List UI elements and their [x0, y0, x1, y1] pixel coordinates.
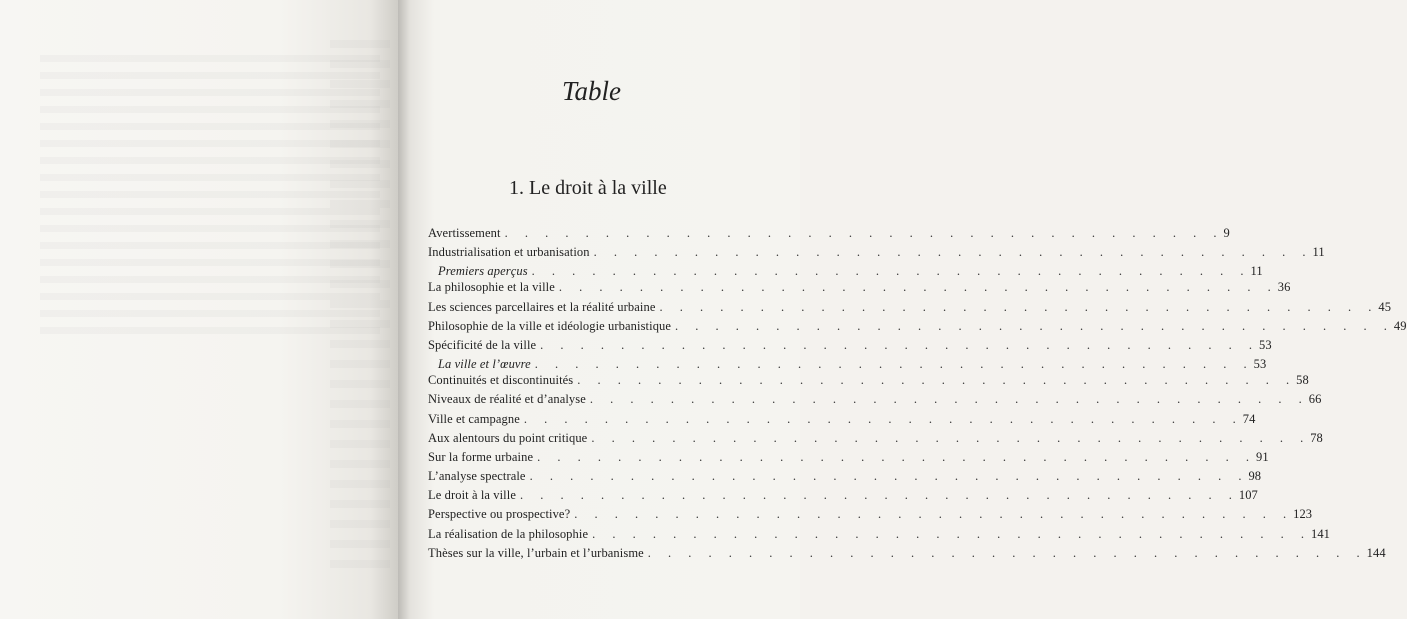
toc-entry-page: 66 — [1308, 392, 1322, 407]
toc-entry — [428, 507, 1313, 526]
toc-entry-label: Thèses sur la ville, l’urbain et l’urbanisme — [428, 545, 644, 560]
toc-entry — [428, 430, 1323, 450]
toc-entry-page: 9 — [1223, 226, 1230, 240]
toc-entry-page: 53 — [1253, 357, 1267, 372]
dot-leader: . . . . . . . . . . . . . . . . . . . . . . . . . . . . . . . . . . . . — [577, 373, 1297, 388]
toc-entry — [428, 411, 1256, 431]
toc-entry-page: 74 — [1242, 411, 1256, 426]
dot-leader: . . . . . . . . . . . . . . . . . . . . . . . . . . . . . . . . . . . . — [504, 226, 1224, 240]
toc-entry-page: 91 — [1255, 449, 1269, 464]
dot-leader: . . . . . . . . . . . . . . . . . . . . . . . . . . . . . . . . . . . . — [589, 392, 1309, 407]
table-of-contents — [428, 226, 1407, 565]
toc-entry-label: Perspective ou prospective? — [428, 507, 571, 522]
toc-entry — [428, 245, 1325, 264]
toc-entry-label: Sur la forme urbaine — [428, 449, 534, 464]
dot-leader: . . . . . . . . . . . . . . . . . . . . . . . . . . . . . . . . . . . . — [519, 488, 1239, 503]
dot-leader: . . . . . . . . . . . . . . . . . . . . . . . . . . . . . . . . . . . . — [593, 245, 1313, 260]
toc-entry — [428, 226, 1230, 245]
toc-entry — [428, 373, 1309, 392]
left-page — [0, 0, 398, 619]
toc-entry-label: Le droit à la ville — [428, 488, 516, 503]
show-through-text — [40, 55, 380, 335]
toc-entry-page: 78 — [1310, 430, 1323, 445]
toc-entry-label: L’analyse spectrale — [428, 469, 526, 484]
toc-entry — [428, 318, 1407, 338]
toc-subentry — [428, 264, 1263, 280]
toc-entry — [428, 392, 1322, 411]
toc-entry-page: 36 — [1277, 280, 1291, 295]
dot-leader: . . . . . . . . . . . . . . . . . . . . . . . . . . . . . . . . . . . . — [540, 337, 1260, 352]
dot-leader: . . . . . . . . . . . . . . . . . . . . . . . . . . . . . . . . . . . . — [592, 526, 1311, 541]
toc-entry-page: 58 — [1296, 373, 1309, 388]
toc-entry-page: 123 — [1293, 507, 1313, 522]
toc-entry-label: Philosophie de la ville et idéologie urbanistique — [428, 318, 672, 333]
toc-entry-page: 11 — [1312, 245, 1325, 260]
toc-entry — [428, 545, 1386, 565]
toc-entry-page: 144 — [1366, 545, 1386, 560]
page-title: Table — [562, 76, 622, 106]
toc-entry-label: Aux alentours du point critique — [428, 430, 588, 445]
toc-entry-label: La philosophie et la ville — [428, 280, 555, 295]
toc-entry-label: La réalisation de la philosophie — [428, 526, 589, 541]
toc-entry-page: 107 — [1238, 488, 1258, 503]
toc-entry — [428, 469, 1262, 488]
show-through-margin — [330, 40, 390, 580]
dot-leader: . . . . . . . . . . . . . . . . . . . . . . . . . . . . . . . . . . . . — [647, 545, 1367, 560]
toc-entry — [428, 488, 1258, 507]
toc-entry — [428, 299, 1392, 319]
toc-entry-label: Industrialisation et urbanisation — [428, 245, 590, 260]
dot-leader: . . . . . . . . . . . . . . . . . . . . . . . . . . . . . . . . . . . . — [675, 318, 1394, 333]
toc-entry — [428, 280, 1291, 299]
toc-entry-label: Ville et campagne — [428, 411, 520, 426]
dot-leader: . . . . . . . . . . . . . . . . . . . . . . . . . . . . . . . . . . . . — [591, 430, 1311, 445]
toc-entry-page: 98 — [1248, 469, 1262, 484]
toc-entry — [428, 337, 1272, 357]
toc-entry-label: Spécificité de la ville — [428, 337, 537, 352]
dot-leader: . . . . . . . . . . . . . . . . . . . . . . . . . . . . . . . . . . . . — [531, 264, 1251, 279]
toc-entry-page: 49 — [1393, 318, 1407, 333]
toc-entry-page: 11 — [1250, 264, 1263, 279]
toc-entry-label: Niveaux de réalité et d’analyse — [428, 392, 586, 407]
toc-entry-label: Continuités et discontinuités — [428, 373, 574, 388]
toc-entry-label: Les sciences parcellaires et la réalité urbaine — [428, 299, 656, 314]
dot-leader: . . . . . . . . . . . . . . . . . . . . . . . . . . . . . . . . . . . . — [534, 357, 1254, 372]
toc-entry — [428, 526, 1331, 546]
toc-entry-page: 45 — [1378, 299, 1392, 314]
dot-leader: . . . . . . . . . . . . . . . . . . . . . . . . . . . . . . . . . . . . — [574, 507, 1294, 522]
dot-leader: . . . . . . . . . . . . . . . . . . . . . . . . . . . . . . . . . . . . — [529, 469, 1249, 484]
toc-entry — [428, 449, 1269, 469]
toc-entry-page: 141 — [1310, 526, 1331, 541]
toc-subentry-label: Premiers aperçus — [438, 264, 528, 279]
dot-leader: . . . . . . . . . . . . . . . . . . . . . . . . . . . . . . . . . . . . — [523, 411, 1243, 426]
dot-leader: . . . . . . . . . . . . . . . . . . . . . . . . . . . . . . . . . . . . — [558, 280, 1278, 295]
toc-entry-page: 53 — [1259, 337, 1272, 352]
toc-subentry-label: La ville et l’œuvre — [438, 357, 531, 372]
toc-subentry — [428, 357, 1267, 373]
toc-entry-label: Avertissement — [428, 226, 501, 240]
dot-leader: . . . . . . . . . . . . . . . . . . . . . . . . . . . . . . . . . . . . — [537, 449, 1256, 464]
chapter-title: 1. Le droit à la ville — [509, 177, 667, 199]
dot-leader: . . . . . . . . . . . . . . . . . . . . . . . . . . . . . . . . . . . . — [659, 299, 1379, 314]
